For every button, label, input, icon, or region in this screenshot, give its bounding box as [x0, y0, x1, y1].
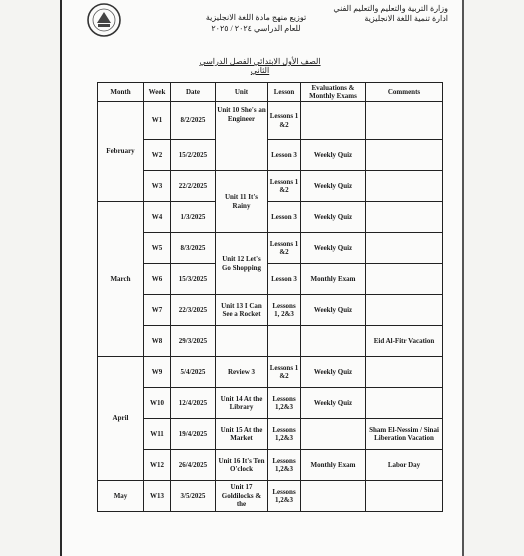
header-month: Month	[98, 83, 144, 102]
table-row	[98, 295, 443, 326]
date-cell: 22/2/2025	[171, 171, 216, 202]
unit-cell: Unit 13 I Can See a Rocket	[216, 295, 268, 326]
date-cell: 1/3/2025	[171, 202, 216, 233]
unit-cell: Unit 17 Goldilocks & the	[216, 481, 268, 512]
department-name: ادارة تنمية اللغة الانجليزية	[364, 14, 448, 23]
table-row	[98, 140, 443, 171]
comment-cell	[366, 171, 443, 202]
comment-cell	[366, 388, 443, 419]
table-row	[98, 233, 443, 264]
lesson-cell: Lessons 1,2&3	[268, 450, 301, 481]
week-cell: W5	[144, 233, 171, 264]
date-cell: 12/4/2025	[171, 388, 216, 419]
week-cell: W13	[144, 481, 171, 512]
ministry-seal-logo	[86, 2, 122, 38]
unit-cell: Review 3	[216, 357, 268, 388]
unit-cell	[216, 326, 268, 357]
month-cell: February	[98, 102, 144, 202]
month-cell: May	[98, 481, 144, 512]
sheet-title: الصف الأول الابتدائي الفصل الدراسي الثاني	[199, 57, 321, 75]
table-row	[98, 419, 443, 450]
comment-cell	[366, 233, 443, 264]
header-lesson: Lesson	[268, 83, 301, 102]
table-row	[98, 388, 443, 419]
unit-cell: Unit 11 It's Rainy	[216, 171, 268, 233]
header-date: Date	[171, 83, 216, 102]
week-cell: W12	[144, 450, 171, 481]
academic-year: للعام الدراسي ٢٠٢٤ / ٢٠٢٥	[211, 24, 301, 33]
month-cell: March	[98, 202, 144, 357]
lesson-cell	[268, 326, 301, 357]
lesson-cell: Lessons 1 &2	[268, 233, 301, 264]
eval-cell: Monthly Exam	[301, 264, 366, 295]
eval-cell	[301, 326, 366, 357]
header-week: Week	[144, 83, 171, 102]
date-cell: 22/3/2025	[171, 295, 216, 326]
week-cell: W6	[144, 264, 171, 295]
eval-cell: Weekly Quiz	[301, 202, 366, 233]
lesson-cell: Lessons 1 &2	[268, 357, 301, 388]
week-cell: W4	[144, 202, 171, 233]
header-unit: Unit	[216, 83, 268, 102]
comment-cell	[366, 102, 443, 140]
lesson-cell: Lessons 1,2&3	[268, 419, 301, 450]
eval-cell: Weekly Quiz	[301, 357, 366, 388]
curriculum-table	[97, 82, 443, 512]
lesson-cell: Lessons 1, 2&3	[268, 295, 301, 326]
document-heading	[186, 12, 326, 34]
eval-cell: Monthly Exam	[301, 450, 366, 481]
month-cell: April	[98, 357, 144, 481]
lesson-cell: Lesson 3	[268, 202, 301, 233]
date-cell: 29/3/2025	[171, 326, 216, 357]
date-cell: 8/2/2025	[171, 102, 216, 140]
lesson-cell: Lesson 3	[268, 140, 301, 171]
table-row	[98, 450, 443, 481]
eval-cell	[301, 481, 366, 512]
week-cell: W3	[144, 171, 171, 202]
lesson-cell: Lesson 3	[268, 264, 301, 295]
comment-cell: Sham El-Nessim / Sinai Liberation Vacation	[366, 419, 443, 450]
eval-cell: Weekly Quiz	[301, 233, 366, 264]
unit-cell: Unit 14 At the Library	[216, 388, 268, 419]
header-comments: Comments	[366, 83, 443, 102]
week-cell: W11	[144, 419, 171, 450]
date-cell: 5/4/2025	[171, 357, 216, 388]
unit-cell: Unit 10 She's an Engineer	[216, 102, 268, 171]
lesson-cell: Lessons 1 &2	[268, 171, 301, 202]
week-cell: W8	[144, 326, 171, 357]
comment-cell	[366, 357, 443, 388]
table-row	[98, 326, 443, 357]
comment-cell	[366, 202, 443, 233]
table-row	[98, 171, 443, 202]
table-row	[98, 202, 443, 233]
unit-cell: Unit 12 Let's Go Shopping	[216, 233, 268, 295]
header-evaluations: Evaluations & Monthly Exams	[301, 83, 366, 102]
table-row	[98, 264, 443, 295]
comment-cell	[366, 481, 443, 512]
eval-cell: Weekly Quiz	[301, 171, 366, 202]
eval-cell	[301, 102, 366, 140]
table-row	[98, 481, 443, 512]
table-header-row	[98, 83, 443, 102]
date-cell: 15/2/2025	[171, 140, 216, 171]
doc-title: توزيع منهج مادة اللغة الانجليزية	[205, 13, 307, 22]
date-cell: 15/3/2025	[171, 264, 216, 295]
table-row	[98, 102, 443, 140]
ministry-name: وزارة التربية والتعليم والتعليم الفني	[333, 4, 448, 13]
comment-cell	[366, 295, 443, 326]
comment-cell	[366, 264, 443, 295]
date-cell: 26/4/2025	[171, 450, 216, 481]
lesson-cell: Lessons 1,2&3	[268, 388, 301, 419]
eval-cell	[301, 419, 366, 450]
eval-cell: Weekly Quiz	[301, 388, 366, 419]
unit-cell: Unit 16 It's Ten O'clock	[216, 450, 268, 481]
week-cell: W1	[144, 102, 171, 140]
table-row	[98, 357, 443, 388]
lesson-cell: Lessons 1,2&3	[268, 481, 301, 512]
date-cell: 8/3/2025	[171, 233, 216, 264]
week-cell: W7	[144, 295, 171, 326]
week-cell: W10	[144, 388, 171, 419]
unit-cell: Unit 15 At the Market	[216, 419, 268, 450]
comment-cell	[366, 140, 443, 171]
eval-cell: Weekly Quiz	[301, 295, 366, 326]
week-cell: W2	[144, 140, 171, 171]
comment-cell: Labor Day	[366, 450, 443, 481]
ministry-header	[328, 4, 448, 24]
date-cell: 3/5/2025	[171, 481, 216, 512]
eval-cell: Weekly Quiz	[301, 140, 366, 171]
lesson-cell: Lessons 1 &2	[268, 102, 301, 140]
date-cell: 19/4/2025	[171, 419, 216, 450]
comment-cell: Eid Al-Fitr Vacation	[366, 326, 443, 357]
week-cell: W9	[144, 357, 171, 388]
